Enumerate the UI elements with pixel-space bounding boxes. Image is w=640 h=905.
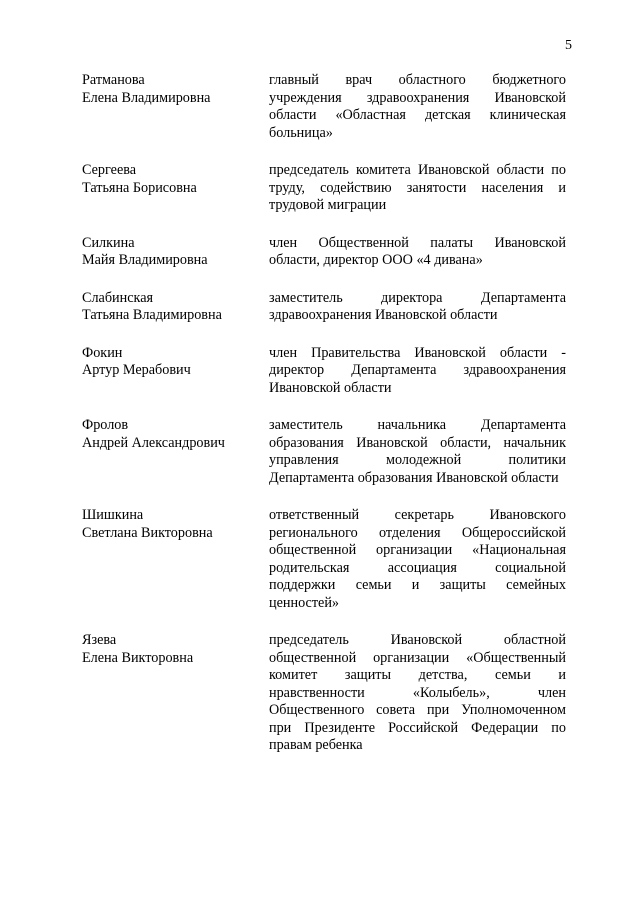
member-row (82, 507, 566, 612)
member-row (82, 290, 566, 325)
member-given-names: Артур Мерабович (82, 362, 191, 378)
member-name (82, 632, 268, 667)
member-row (82, 72, 566, 142)
member-row (82, 235, 566, 270)
member-name (82, 345, 268, 380)
member-surname: Силкина (82, 234, 135, 251)
member-surname: Шишкина (82, 507, 144, 523)
member-list (82, 72, 566, 755)
member-given-names: Андрей Александрович (82, 434, 225, 451)
member-given-names: Елена Викторовна (82, 649, 194, 666)
member-name (82, 417, 268, 452)
member-role: член Правительства Ивановской области - директор Департамента здравоохранения Ивановской области (269, 344, 566, 396)
member-role: главный врач областного бюджетного учреждения здравоохранения Ивановской области «Областная детская клиническая больница» (269, 72, 566, 141)
member-role: ответственный секретарь Ивановского регионального отделения Общероссийской общественной организации «Национальная родительская ассоциация социальной поддержки семьи и защиты семейных ценностей» (269, 507, 566, 611)
member-name (82, 507, 268, 542)
member-surname: Сергеева (82, 162, 137, 178)
member-role: председатель комитета Ивановской области по труду, содействию занятости населения и трудовой миграции (269, 162, 566, 213)
member-row (82, 162, 566, 215)
page-number: 5 (565, 38, 572, 53)
member-row (82, 417, 566, 487)
member-given-names: Татьяна Борисовна (82, 179, 197, 196)
member-given-names: Елена Владимировна (82, 89, 211, 106)
member-role: член Общественной палаты Ивановской области, директор ООО «4 дивана» (269, 234, 566, 268)
member-name (82, 235, 268, 270)
member-name (82, 72, 268, 107)
member-surname: Язева (82, 632, 117, 648)
member-surname: Фролов (82, 417, 129, 433)
member-given-names: Майя Владимировна (82, 252, 208, 268)
member-surname: Ратманова (82, 72, 145, 88)
member-role: заместитель директора Департамента здравоохранения Ивановской области (269, 289, 566, 323)
member-surname: Фокин (82, 344, 123, 361)
member-given-names: Татьяна Владимировна (82, 307, 222, 323)
member-role: заместитель начальника Департамента образования Ивановской области, начальник управления молодежной политики Департамента образования Ивановской области (269, 417, 566, 486)
member-role: председатель Ивановской областной общественной организации «Общественный комитет защиты детства, семьи и нравственности «Колыбель», член Общественного совета при Уполномоченном при Президенте Российской Федерации по правам ребенка (269, 632, 566, 753)
member-row (82, 632, 566, 755)
member-row (82, 345, 566, 398)
member-given-names: Светлана Викторовна (82, 524, 213, 541)
member-surname: Слабинская (82, 289, 154, 306)
member-name (82, 162, 268, 197)
member-name (82, 290, 268, 325)
